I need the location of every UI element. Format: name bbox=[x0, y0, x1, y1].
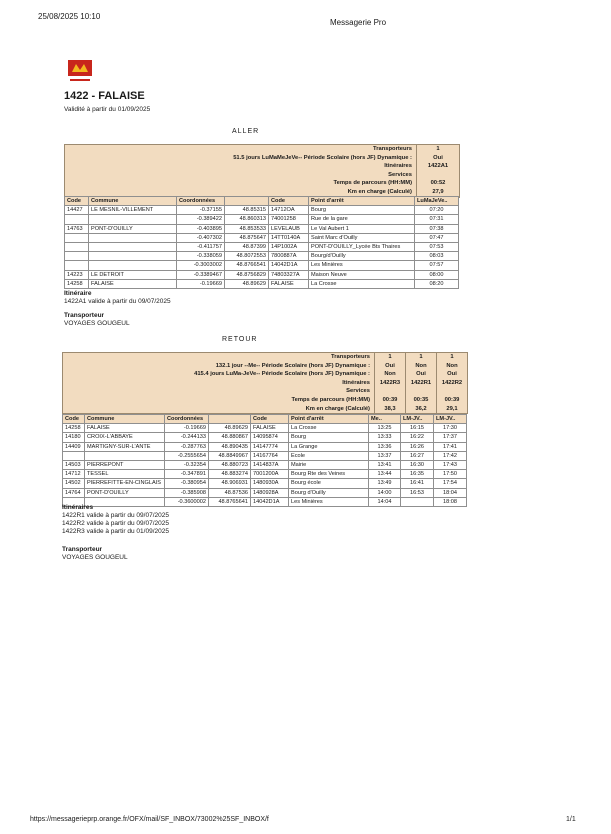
aller-cell: 14763 bbox=[65, 224, 89, 233]
aller-cell: Saint Marc d'Ouilly bbox=[309, 233, 415, 242]
aller-panel-value: 1 bbox=[416, 145, 459, 154]
aller-cell bbox=[65, 252, 89, 261]
retour-panel-label: Temps de parcours (HH:MM) bbox=[291, 396, 370, 403]
aller-panel-row bbox=[65, 162, 459, 171]
retour-cell: 7001200A bbox=[251, 470, 289, 479]
aller-column-header: LuMaJeVe.. bbox=[415, 197, 459, 206]
retour-cell: Mairie bbox=[289, 460, 369, 469]
aller-cell: 14042D1A bbox=[269, 261, 309, 270]
retour-cell: -0.385908 bbox=[165, 488, 209, 497]
aller-panel-value: 00:52 bbox=[416, 179, 459, 188]
retour-stops-table bbox=[62, 414, 467, 507]
retour-panel-value: 1422R2 bbox=[436, 379, 467, 388]
retour-itineraire-line: 1422R3 valide à partir du 01/09/2025 bbox=[62, 528, 169, 535]
aller-panel-label: Services bbox=[388, 171, 412, 178]
retour-transporteur-title: Transporteur bbox=[62, 546, 103, 553]
aller-cell: FALAISE bbox=[89, 279, 177, 288]
retour-cell: MARTIGNY-SUR-L'ANTE bbox=[85, 442, 165, 451]
retour-cell: 48.883274 bbox=[209, 470, 251, 479]
table-row bbox=[63, 433, 467, 442]
aller-cell: 48.85315 bbox=[225, 206, 269, 215]
aller-cell bbox=[89, 233, 177, 242]
retour-cell: 17:43 bbox=[434, 460, 467, 469]
aller-cell: 48.853533 bbox=[225, 224, 269, 233]
retour-panel-row bbox=[63, 379, 467, 388]
aller-cell: 14P1002A bbox=[269, 242, 309, 251]
aller-cell: -0.3003002 bbox=[177, 261, 225, 270]
retour-column-header: LM-JV.. bbox=[401, 415, 434, 424]
retour-cell: 1414837A bbox=[251, 460, 289, 469]
retour-cell: PIERREPONT bbox=[85, 460, 165, 469]
retour-panel-value: 1422R3 bbox=[374, 379, 405, 388]
retour-cell: 13:37 bbox=[369, 451, 401, 460]
page-title: 1422 - FALAISE bbox=[64, 90, 145, 102]
retour-cell: 18:08 bbox=[434, 497, 467, 506]
retour-cell: 48.890435 bbox=[209, 442, 251, 451]
retour-cell: 48.89629 bbox=[209, 424, 251, 433]
retour-cell: 14712 bbox=[63, 470, 85, 479]
retour-cell: PIERREFITTE-EN-CINGLAIS bbox=[85, 479, 165, 488]
aller-cell: 14712OA bbox=[269, 206, 309, 215]
aller-cell bbox=[65, 233, 89, 242]
aller-panel-label: Km en charge (Calculé) bbox=[347, 188, 412, 195]
retour-panel-value: Oui bbox=[374, 362, 405, 371]
aller-panel-row bbox=[65, 179, 459, 188]
retour-itineraire-line: 1422R2 valide à partir du 09/07/2025 bbox=[62, 520, 169, 527]
retour-cell: 14503 bbox=[63, 460, 85, 469]
retour-cell: 16:41 bbox=[401, 479, 434, 488]
aller-cell: 14427 bbox=[65, 206, 89, 215]
table-row bbox=[65, 279, 459, 288]
aller-cell: 74001258 bbox=[269, 215, 309, 224]
retour-cell: 1480930A bbox=[251, 479, 289, 488]
table-row bbox=[63, 488, 467, 497]
retour-cell: 14042D1A bbox=[251, 497, 289, 506]
retour-panel-label: Services bbox=[346, 388, 370, 395]
retour-cell: 16:27 bbox=[401, 451, 434, 460]
retour-panel-row bbox=[63, 405, 467, 414]
retour-cell: Bourg Rte des Veines bbox=[289, 470, 369, 479]
aller-cell: 48.89629 bbox=[225, 279, 269, 288]
aller-cell: 48.860313 bbox=[225, 215, 269, 224]
retour-cell: 14764 bbox=[63, 488, 85, 497]
aller-itineraire-block bbox=[64, 290, 171, 306]
aller-itineraire-title: Itinéraire bbox=[64, 290, 92, 297]
aller-cell: 14258 bbox=[65, 279, 89, 288]
retour-panel-value: 1 bbox=[374, 353, 405, 362]
aller-cell bbox=[89, 242, 177, 251]
aller-cell: Les Minières bbox=[309, 261, 415, 270]
aller-cell: PONT-D'OUILLY_Lycée Bts Thaires bbox=[309, 242, 415, 251]
retour-cell: 13:36 bbox=[369, 442, 401, 451]
aller-cell: -0.411757 bbox=[177, 242, 225, 251]
retour-panel-value: Non bbox=[436, 362, 467, 371]
aller-cell: PONT-D'OUILLY bbox=[89, 224, 177, 233]
retour-panel-row bbox=[63, 387, 467, 396]
retour-cell: 14167764 bbox=[251, 451, 289, 460]
retour-itineraires-block bbox=[62, 504, 169, 536]
aller-cell bbox=[65, 215, 89, 224]
retour-panel-label: Itinéraires bbox=[342, 379, 370, 386]
aller-column-header: Commune bbox=[89, 197, 177, 206]
aller-cell: Le Val Aubert 1 bbox=[309, 224, 415, 233]
aller-panel-value: 27,9 bbox=[416, 188, 459, 197]
retour-cell: -0.3600002 bbox=[165, 497, 209, 506]
retour-panel-label: 132.1 jour --Me-- Période Scolaire (hors JF) Dynamique : bbox=[215, 362, 370, 369]
aller-panel-label: 51.5 jours LuMaMeJeVe-- Période Scolaire (hors JF) Dynamique : bbox=[233, 154, 412, 161]
aller-cell: 48.875647 bbox=[225, 233, 269, 242]
aller-column-header bbox=[225, 197, 269, 206]
retour-cell: 17:54 bbox=[434, 479, 467, 488]
retour-cell: 17:41 bbox=[434, 442, 467, 451]
aller-cell: 7800887A bbox=[269, 252, 309, 261]
aller-transporteur-title: Transporteur bbox=[64, 312, 105, 319]
retour-cell: -0.380954 bbox=[165, 479, 209, 488]
aller-cell: -0.403895 bbox=[177, 224, 225, 233]
retour-panel-value: 1422R1 bbox=[405, 379, 436, 388]
validity-subtitle: Validité à partir du 01/09/2025 bbox=[64, 106, 151, 113]
retour-cell: 48.87536 bbox=[209, 488, 251, 497]
retour-cell: TESSEL bbox=[85, 470, 165, 479]
retour-column-header bbox=[209, 415, 251, 424]
retour-heading: RETOUR bbox=[222, 336, 258, 343]
retour-panel-row bbox=[63, 370, 467, 379]
aller-transporteur-block bbox=[64, 312, 130, 328]
table-row bbox=[63, 424, 467, 433]
retour-panel-value: 1 bbox=[405, 353, 436, 362]
retour-cell: 16:22 bbox=[401, 433, 434, 442]
aller-cell: 48.8756829 bbox=[225, 270, 269, 279]
page-number: 1/1 bbox=[566, 816, 576, 823]
retour-panel-row bbox=[63, 362, 467, 371]
retour-cell: 17:42 bbox=[434, 451, 467, 460]
retour-column-header: LM-JV.. bbox=[434, 415, 467, 424]
retour-transporteur-name: VOYAGES GOUGEUL bbox=[62, 554, 128, 561]
retour-cell: 16:15 bbox=[401, 424, 434, 433]
retour-cell: -0.19669 bbox=[165, 424, 209, 433]
aller-cell: 08:20 bbox=[415, 279, 459, 288]
retour-cell: Ecole bbox=[289, 451, 369, 460]
table-row bbox=[65, 242, 459, 251]
retour-cell: 48.880723 bbox=[209, 460, 251, 469]
retour-cell: 13:44 bbox=[369, 470, 401, 479]
aller-cell: Bourg bbox=[309, 206, 415, 215]
aller-cell: -0.19669 bbox=[177, 279, 225, 288]
retour-cell: La Crosse bbox=[289, 424, 369, 433]
aller-column-header: Point d'arrêt bbox=[309, 197, 415, 206]
retour-itineraires-title: Itinéraires bbox=[62, 504, 94, 511]
retour-panel-value: 29,1 bbox=[436, 405, 467, 414]
table-row bbox=[65, 252, 459, 261]
retour-cell: Bourg école bbox=[289, 479, 369, 488]
aller-cell: LE MESNIL-VILLEMENT bbox=[89, 206, 177, 215]
table-row bbox=[65, 206, 459, 215]
retour-cell: FALAISE bbox=[85, 424, 165, 433]
aller-summary-panel bbox=[64, 144, 460, 198]
table-row bbox=[65, 270, 459, 279]
retour-cell: 16:53 bbox=[401, 488, 434, 497]
retour-cell: -0.32354 bbox=[165, 460, 209, 469]
retour-column-header: Code bbox=[63, 415, 85, 424]
aller-panel-value: 1422A1 bbox=[416, 162, 459, 171]
retour-panel-row bbox=[63, 396, 467, 405]
retour-column-header: Coordonnées bbox=[165, 415, 209, 424]
table-row bbox=[65, 233, 459, 242]
aller-column-header: Code bbox=[65, 197, 89, 206]
retour-cell: 48.880867 bbox=[209, 433, 251, 442]
retour-panel-value: Non bbox=[374, 370, 405, 379]
retour-cell: 18:04 bbox=[434, 488, 467, 497]
aller-stops-table bbox=[64, 196, 459, 289]
table-row bbox=[65, 215, 459, 224]
aller-column-header: Code bbox=[269, 197, 309, 206]
retour-cell: 16:35 bbox=[401, 470, 434, 479]
retour-panel-value: Oui bbox=[436, 370, 467, 379]
aller-cell: 48.8072553 bbox=[225, 252, 269, 261]
retour-panel-value bbox=[374, 387, 405, 396]
aller-cell: 07:20 bbox=[415, 206, 459, 215]
aller-cell: 08:03 bbox=[415, 252, 459, 261]
retour-transporteur-block bbox=[62, 546, 128, 562]
retour-cell: PONT-D'OUILLY bbox=[85, 488, 165, 497]
retour-cell bbox=[63, 451, 85, 460]
app-name: Messagerie Pro bbox=[330, 18, 387, 27]
retour-cell: 1480928A bbox=[251, 488, 289, 497]
retour-column-header: Point d'arrêt bbox=[289, 415, 369, 424]
retour-panel-label: Km en charge (Calculé) bbox=[305, 405, 370, 412]
aller-cell: 48.8766541 bbox=[225, 261, 269, 270]
retour-cell: -0.244133 bbox=[165, 433, 209, 442]
retour-cell: 14095874 bbox=[251, 433, 289, 442]
retour-cell: Bourg d'Ouilly bbox=[289, 488, 369, 497]
retour-cell: 14258 bbox=[63, 424, 85, 433]
retour-cell: 16:30 bbox=[401, 460, 434, 469]
aller-cell: LE DETROIT bbox=[89, 270, 177, 279]
aller-cell: 07:57 bbox=[415, 261, 459, 270]
aller-panel-row bbox=[65, 154, 459, 163]
region-logo bbox=[66, 58, 94, 84]
retour-column-header: Code bbox=[251, 415, 289, 424]
table-row bbox=[63, 460, 467, 469]
aller-cell: La Crosse bbox=[309, 279, 415, 288]
retour-cell: 48.8849967 bbox=[209, 451, 251, 460]
aller-panel-value bbox=[416, 171, 459, 180]
retour-cell: 14:00 bbox=[369, 488, 401, 497]
retour-cell: 13:49 bbox=[369, 479, 401, 488]
aller-cell bbox=[89, 215, 177, 224]
aller-column-header: Coordonnées bbox=[177, 197, 225, 206]
print-datetime: 25/08/2025 10:10 bbox=[38, 12, 101, 21]
retour-cell: 17:50 bbox=[434, 470, 467, 479]
table-row bbox=[63, 451, 467, 460]
aller-panel-value: Oui bbox=[416, 154, 459, 163]
aller-cell: 07:47 bbox=[415, 233, 459, 242]
aller-cell bbox=[89, 261, 177, 270]
aller-cell bbox=[65, 242, 89, 251]
retour-column-header: Commune bbox=[85, 415, 165, 424]
aller-cell: 14223 bbox=[65, 270, 89, 279]
aller-cell: Rue de la gare bbox=[309, 215, 415, 224]
aller-cell: -0.389422 bbox=[177, 215, 225, 224]
retour-panel-value: Oui bbox=[405, 370, 436, 379]
aller-panel-label: Itinéraires bbox=[384, 163, 412, 170]
aller-cell: Bourg/d'Ouilly bbox=[309, 252, 415, 261]
retour-cell: 14502 bbox=[63, 479, 85, 488]
table-row bbox=[65, 224, 459, 233]
aller-panel-label: Transporteurs bbox=[373, 146, 412, 152]
aller-cell bbox=[65, 261, 89, 270]
retour-summary-panel bbox=[62, 352, 468, 414]
retour-cell: -0.287763 bbox=[165, 442, 209, 451]
retour-cell: 13:25 bbox=[369, 424, 401, 433]
retour-itineraire-line: 1422R1 valide à partir du 09/07/2025 bbox=[62, 512, 169, 519]
aller-cell: 08:00 bbox=[415, 270, 459, 279]
retour-cell: -0.2555654 bbox=[165, 451, 209, 460]
aller-cell: 14TT0140A bbox=[269, 233, 309, 242]
retour-panel-value: 00:39 bbox=[436, 396, 467, 405]
retour-cell: CROIX-L'ABBAYE bbox=[85, 433, 165, 442]
table-row bbox=[63, 442, 467, 451]
aller-cell: 74803327A bbox=[269, 270, 309, 279]
aller-cell: LEVELAUB bbox=[269, 224, 309, 233]
aller-panel-label: Temps de parcours (HH:MM) bbox=[333, 180, 412, 187]
retour-cell: Bourg bbox=[289, 433, 369, 442]
aller-cell: Maison Neuve bbox=[309, 270, 415, 279]
aller-panel-row bbox=[65, 145, 459, 154]
aller-cell: 07:31 bbox=[415, 215, 459, 224]
aller-panel-row bbox=[65, 171, 459, 180]
retour-panel-value bbox=[436, 387, 467, 396]
retour-cell: -0.347891 bbox=[165, 470, 209, 479]
retour-panel-value: Non bbox=[405, 362, 436, 371]
retour-cell: FALAISE bbox=[251, 424, 289, 433]
retour-panel-value: 00:35 bbox=[405, 396, 436, 405]
table-row bbox=[63, 479, 467, 488]
retour-cell: 17:30 bbox=[434, 424, 467, 433]
retour-cell: 14180 bbox=[63, 433, 85, 442]
retour-cell: Les Minières bbox=[289, 497, 369, 506]
aller-cell: -0.338059 bbox=[177, 252, 225, 261]
retour-cell bbox=[401, 497, 434, 506]
aller-cell: -0.37155 bbox=[177, 206, 225, 215]
retour-cell: 13:41 bbox=[369, 460, 401, 469]
retour-panel-value bbox=[405, 387, 436, 396]
table-row bbox=[65, 261, 459, 270]
aller-cell: 07:38 bbox=[415, 224, 459, 233]
retour-cell: La Grange bbox=[289, 442, 369, 451]
retour-panel-value: 38,3 bbox=[374, 405, 405, 414]
retour-cell: 14409 bbox=[63, 442, 85, 451]
retour-cell: 13:33 bbox=[369, 433, 401, 442]
aller-itineraire-line: 1422A1 valide à partir du 09/07/2025 bbox=[64, 298, 171, 305]
retour-panel-row bbox=[63, 353, 467, 362]
retour-cell: 17:37 bbox=[434, 433, 467, 442]
page-url: https://messagerieprp.orange.fr/OFX/mail/SF_INBOX/73002%25SF_INBOX/f bbox=[30, 816, 269, 823]
retour-panel-value: 36,2 bbox=[405, 405, 436, 414]
retour-panel-value: 1 bbox=[436, 353, 467, 362]
retour-cell: 16:26 bbox=[401, 442, 434, 451]
retour-panel-label: 415.4 jours LuMa-JeVe-- Période Scolaire (hors JF) Dynamique : bbox=[194, 371, 370, 378]
retour-cell: 48.8765641 bbox=[209, 497, 251, 506]
aller-cell bbox=[89, 252, 177, 261]
aller-heading: ALLER bbox=[232, 128, 260, 135]
retour-cell: 14147774 bbox=[251, 442, 289, 451]
table-row bbox=[63, 470, 467, 479]
retour-column-header: Me.. bbox=[369, 415, 401, 424]
aller-cell: FALAISE bbox=[269, 279, 309, 288]
aller-cell: -0.407302 bbox=[177, 233, 225, 242]
retour-cell: 14:04 bbox=[369, 497, 401, 506]
retour-cell bbox=[85, 451, 165, 460]
aller-cell: 07:53 bbox=[415, 242, 459, 251]
retour-panel-value: 00:39 bbox=[374, 396, 405, 405]
aller-cell: -0.3389467 bbox=[177, 270, 225, 279]
aller-transporteur-name: VOYAGES GOUGEUL bbox=[64, 320, 130, 327]
retour-cell: 48.906931 bbox=[209, 479, 251, 488]
aller-cell: 48.87399 bbox=[225, 242, 269, 251]
retour-panel-label: Transporteurs bbox=[331, 354, 370, 360]
